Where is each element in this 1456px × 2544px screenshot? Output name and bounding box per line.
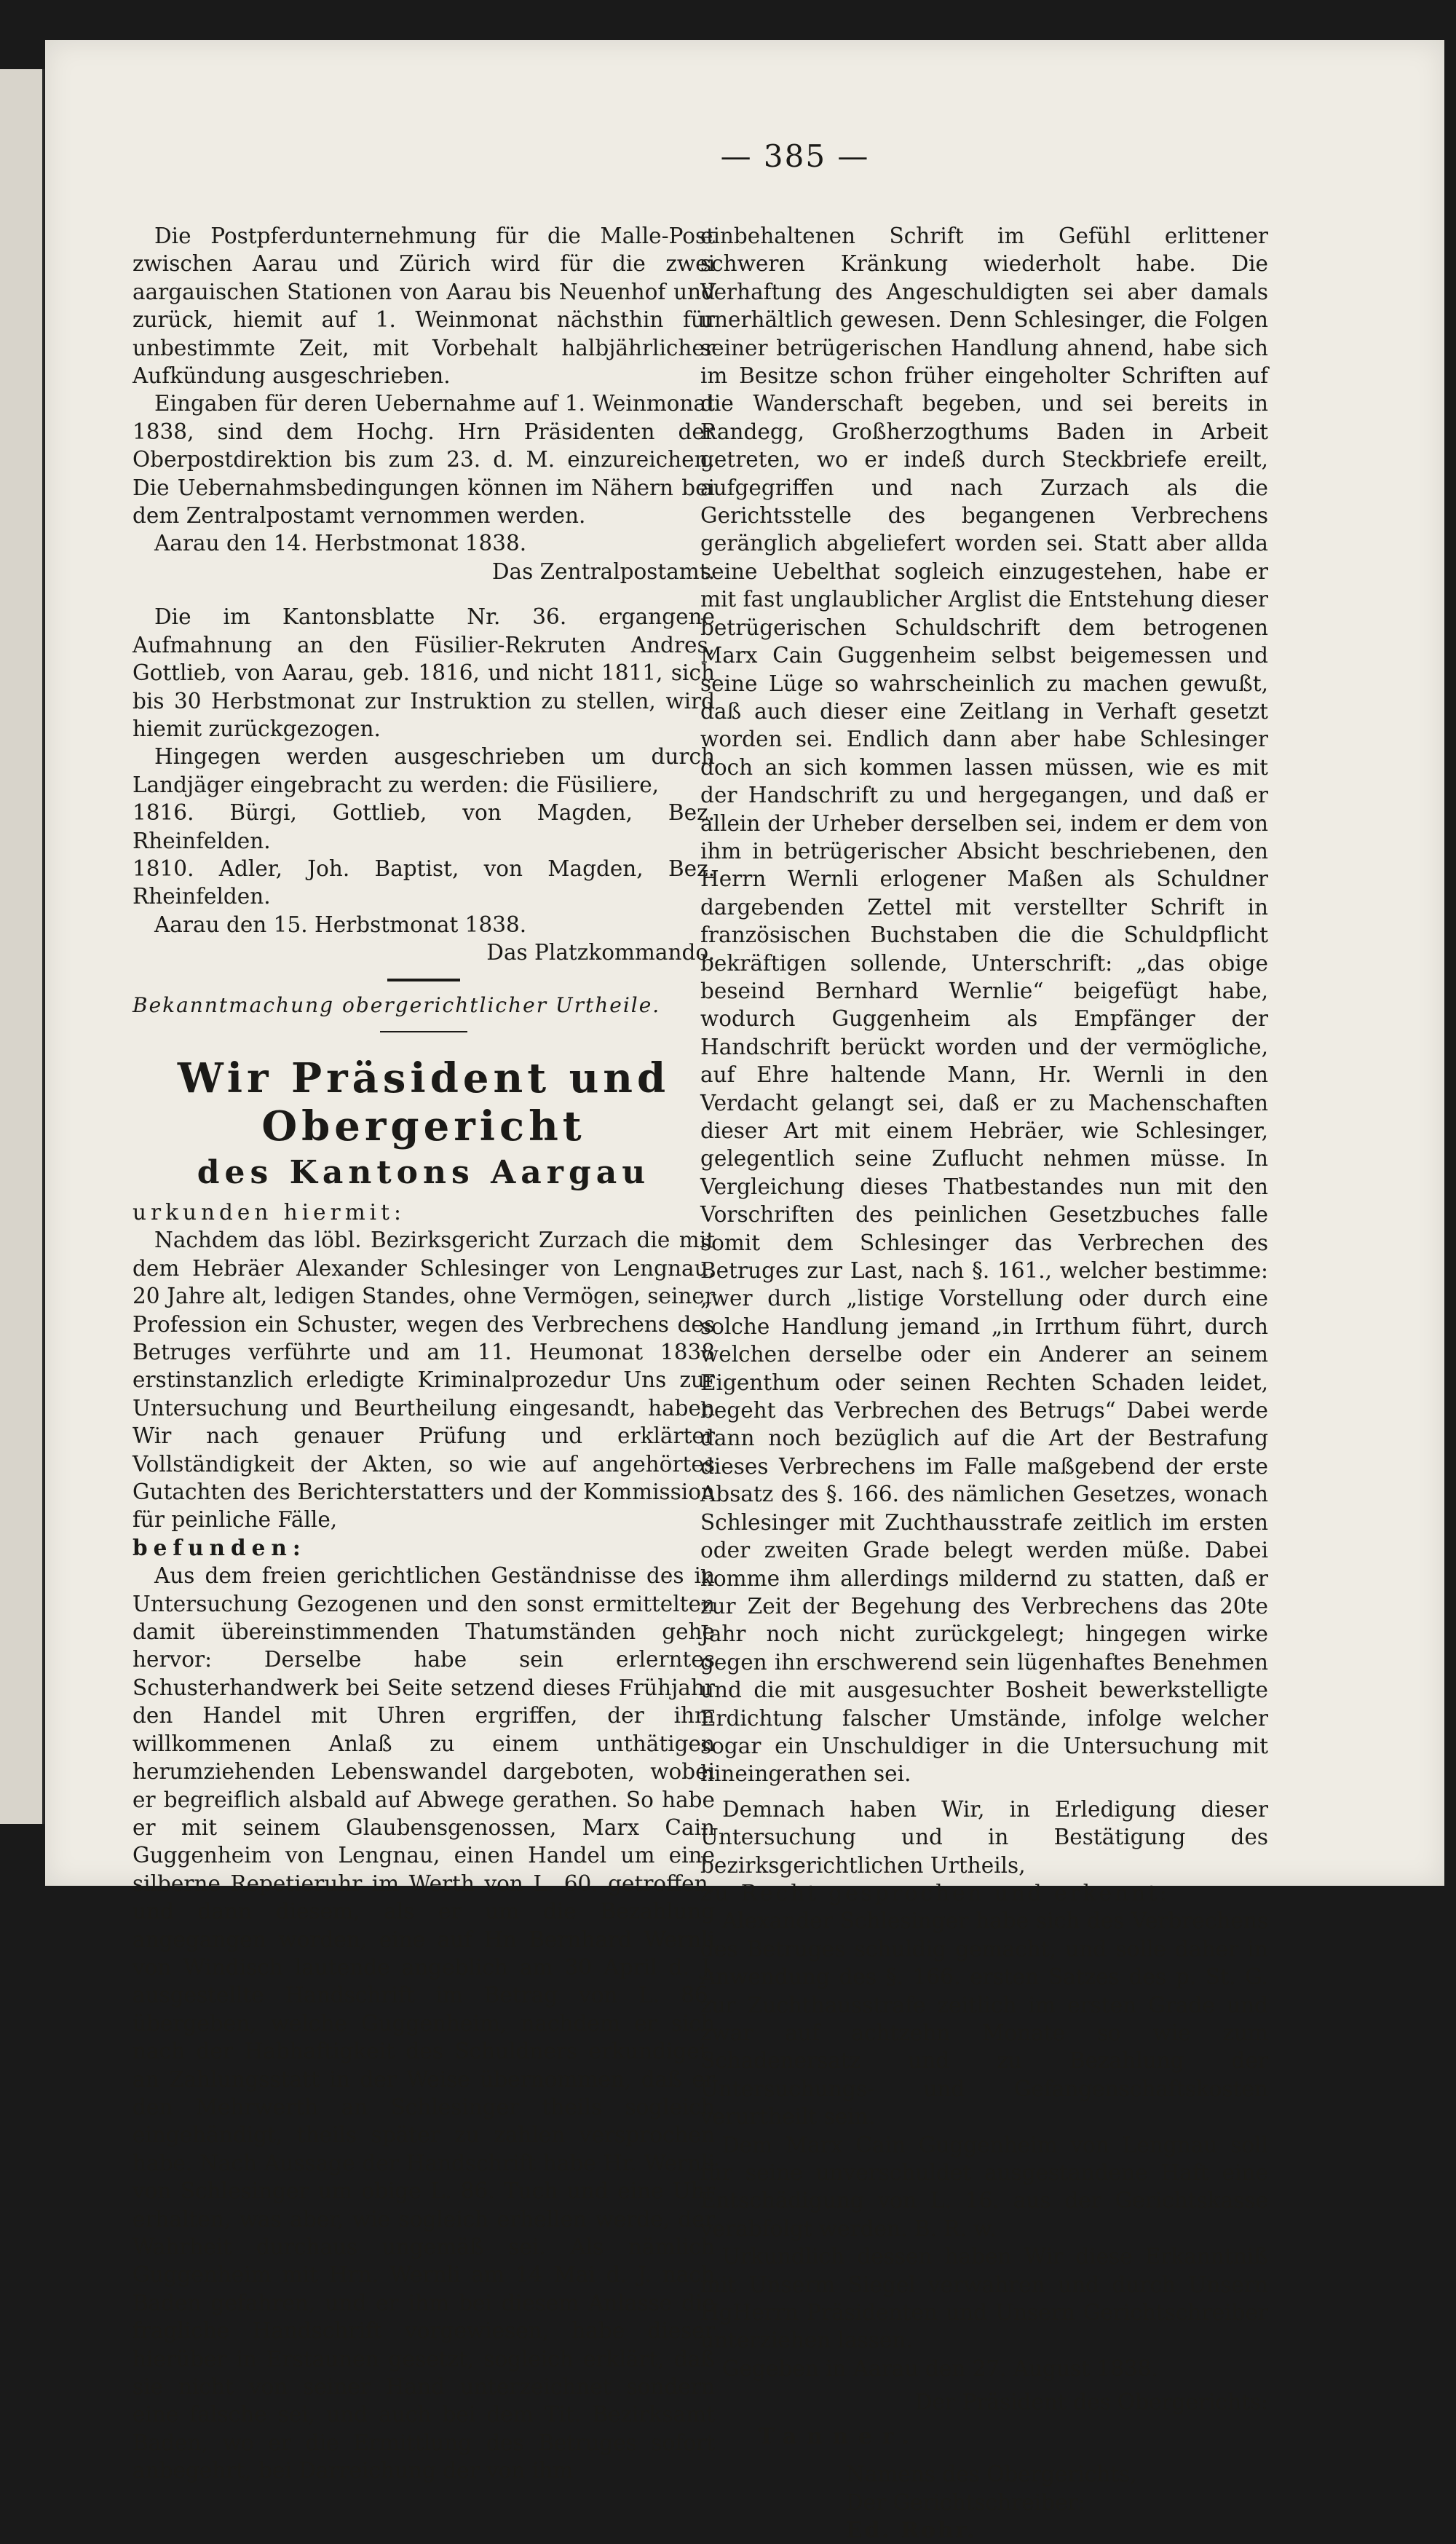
postal-notice-paragraph: Eingaben für deren Uebernahme auf 1. Weinmonat 1838, sind dem Hochg. Hrn Präsidenten der Oberpostdirektion bis zum 23. d. M. einzureichen. Die Uebernahmsbedingungen können im Nähern bei dem Zentralpostamt vernommen werden. <box>132 391 715 529</box>
signature-rohr: Ed. Rohr. <box>846 2516 977 2543</box>
postal-notice <box>132 222 715 585</box>
judgment-paragraph: Aus dem freien gerichtlichen Geständnisse des in Untersuchung Gezogenen und den sonst ermittelten damit übereinstimmenden Thatumständen gehe hervor: Derselbe habe sein erlerntes Schusterhandwerk bei Seite setzend dieses Frühjahr den Handel mit Uhren ergriffen, der ihm willkommenen Anlaß zu einem unthätigen herumziehenden Lebenswandel dargeboten, wobei er begreiflich alsbald auf Abwege gerathen. So habe er mit seinem Glaubensgenossen, Marx Cain Guggenheim von Lengnau, einen Handel um eine silberne Repetieruhr im Werth von L. 60. getroffen, und dann diesem, als er um die Bezahlung angegangen worden, eine auf Hn Bernhard Wernli von Windisch lautende angeblich am 30 April d. J. ausgestellte Handschrift im Betrag von L. 86. übergeben, welche Guggenheim, nachdem er sich nach der Habhaftigkeit des Schuldners erkundiget, an Zahlungsstatt in der Weise übernommen, daß er den Mehrwerth an Schlesinger theils sogleich eingehändigt, theils später zu zahlen versprochen habe. Nach Aussage der Handschrift habe Hr. Wernli von Schlesinger um obige L. 86. Tuch und eine Uhr erhalten, was aber, wie sogleich erhellen werde, der Wahrheit durchaus ungemäß sei. Als nämlich Guggenheim mit Hrn. Wernli am 14 Mai d. J. nach Baden gefahren, und er ihm bei diesem Anlasse die fragliche Handschrift vorgewiesen, habe dieser hierüber in Erstaunen gesetzt, sogleich erklärt, daß sie nicht von seiner Hand unterzeichnet sondern eine falsche sei, und auch bei dem Tit. Bezirksamt Baden, wo er die Ermittlung des Betruges sofort anbegehrt, bei Darreichung der von ihm <box>132 1563 715 2484</box>
recruit-notice <box>132 603 715 966</box>
recruit-notice-signature: Das Platzkommando. <box>486 940 715 965</box>
postal-notice-date: Aarau den 14. Herbstmonat 1838. <box>154 531 527 556</box>
recruit-notice-date: Aarau den 15. Herbstmonat 1838. <box>154 912 527 937</box>
left-column <box>132 222 715 2485</box>
judgment-subtitle: des Kantons Aargau <box>197 1153 651 1191</box>
postal-notice-signature: Das Zentralpostamt. <box>491 558 715 584</box>
verdict-heading: zu Recht gesprochen und erkennt: <box>700 1880 1170 1905</box>
judgment-paragraph: Demnach haben Wir, in Erledigung dieser Untersuchung und in Bestätigung des bezirksgerichtlichen Urtheils, <box>700 1796 1268 1878</box>
recruit-entry: 1816. Bürgi, Gottlieb, von Magden, Bez. Rheinfelden. <box>132 800 715 853</box>
recruit-entry: 1810. Adler, Joh. Baptist, von Magden, Bez. Rheinfelden. <box>132 856 715 909</box>
judgment-paragraph: Nachdem das löbl. Bezirksgericht Zurzach die mit dem Hebräer Alexander Schlesinger von Lengnau, 20 Jahre alt, ledigen Standes, ohne Vermögen, seiner Profession ein Schuster, wegen des Verbrechens des Betruges verführte und am 11. Heumonat 1838 erstinstanzlich erledigte Kriminalprozedur Uns zur Untersuchung und Beurtheilung eingesandt, haben Wir nach genauer Prüfung und erklärter Vollständigkeit der Akten, so wie auf angehörtes Gutachten des Berichterstatters und der Kommission für peinliche Fälle, <box>132 1228 715 1533</box>
urkunden-heading: urkunden hiermit: <box>132 1199 405 1225</box>
postal-notice-paragraph: Die Postpferdunternehmung für die Malle-Post zwischen Aarau und Zürich wird für die zwei aargauischen Stationen von Aarau bis Neuenhof und zurück, hiemit auf 1. Weinmonat nächsthin für unbestimmte Zeit, mit Vorbehalt halbjährlicher Aufkündung ausgeschrieben. <box>132 224 715 389</box>
recruit-notice-paragraph: Die im Kantonsblatte Nr. 36. ergangene Aufmahnung an den Füsilier-Rekruten Andres, Gottlieb, von Aarau, geb. 1816, und nicht 1811, sich bis 30 Herbstmonat zur Instruktion zu stellen, wird hiemit zurückgezogen. <box>132 604 715 741</box>
signature-clerk-label: Der Gerichtschreiber: <box>846 2489 1085 2515</box>
verdict-paragraph: Dem Marx Cain Guggenheim von Lengnau soll für seine unverschuldet ausgestandene Haft eine Entschädigung von L. 16. aus der Gerichtskasse verabfolgt werden. B. R. w. <box>700 2132 1268 2241</box>
right-column <box>700 222 1268 2544</box>
document-page <box>45 40 1444 2543</box>
section-divider <box>387 979 460 981</box>
signature-namens: Namens des Obergerichts, <box>846 2462 1137 2487</box>
befunden-heading: befunden: <box>132 1534 306 1560</box>
adjacent-page-edge <box>0 69 44 1824</box>
signature-tanner: Tanner. <box>759 2422 920 2449</box>
judgment-paragraph: einbehaltenen Schrift im Gefühl erlittener schweren Kränkung wiederholt habe. Die Verhaftung des Angeschuldigten sei aber damals unerhältlich gewesen. Denn Schlesinger, die Folgen seiner betrügerischen Handlung ahnend, habe sich im Besitze schon früher eingeholter Schriften auf die Wanderschaft begeben, und sei bereits in Randegg, Großherzogthums Baden in Arbeit getreten, wo er indeß durch Steckbriefe ereilt, aufgegriffen und nach Zurzach als die Gerichtsstelle des begangenen Verbrechens geränglich abgeliefert worden sei. Statt aber allda seine Uebelthat sogleich einzugestehen, habe er mit fast unglaublicher Arglist die Entstehung dieser betrügerischen Schuldschrift dem betrogenen Marx Cain Guggenheim selbst beigemessen und seine Lüge so wahrscheinlich zu machen gewußt, daß auch dieser eine Zeitlang in Verhaft gesetzt worden sei. Endlich dann aber habe Schlesinger doch an sich kommen lassen müssen, wie es mit der Handschrift zu und hergegangen, und daß er allein der Urheber derselben sei, indem er dem von ihm in betrügerischer Absicht beschriebenen, den Herrn Wernli erlogener Maßen als Schuldner dargebenden Zettel mit verstellter Schrift in französischen Buchstaben die die Schuldpflicht bekräftigen sollende, Unterschrift: „das obige beseind Bernhard Wernlie“ beigefügt habe, wodurch Guggenheim als Empfänger der Handschrift berückt worden und der vermögliche, auf Ehre haltende Mann, Hr. Wernli in den Verdacht gelangt sei, daß er zu Machenschaften dieser Art mit einem Hebräer, wie Schlesinger, gelegentlich seine Zuflucht nehmen müsse. In Vergleichung dieses Thatbestandes nun mit den Vorschriften des peinlichen Gesetzbuches falle somit dem Schlesinger das Verbrechen des Betruges zur Last, nach §. 161., welcher bestimme: „wer durch „listige Vorstellung oder durch eine solche Handlung jemand „in Irrthum führt, durch welchen derselbe oder ein Anderer an seinem Eigenthum oder seinen Rechten Schaden leidet, begeht das Verbrechen des Betrugs“ Dabei werde dann noch bezüglich auf die Art der Bestrafung dieses Verbrechens im Falle maßgebend der erste Absatz des §. 166. des nämlichen Gesetzes, wonach Schlesinger mit Zuchthausstrafe zeitlich im ersten oder zweiten Grade belegt werden müße. Dabei komme ihm allerdings mildernd zu statten, daß er zur Zeit der Begehung des Verbrechens das 20te Jahr noch nicht zurückgelegt; hingegen wirke gegen ihn erschwerend sein lügenhaftes Benehmen und die mit ausgesuchter Bosheit bewerkstelligte Erdichtung falscher Umstände, infolge welcher sogar ein Unschuldiger in die Untersuchung mit hineingerathen sei. <box>700 224 1268 1787</box>
section-divider <box>380 1031 467 1032</box>
verdict-paragraph: Urkundlich dessen haben Wir diese Erkanntniß mit Unserm Siegel verwahren und durch Unsern HgHerrn Präsidenten und Unsern Gerichtschreiber unterziehen lassen. <box>700 2244 1268 2353</box>
signature-president-label: Der Präsident des Obergerichts: <box>914 2390 1268 2415</box>
recruit-notice-paragraph: Hingegen werden ausgeschrieben um durch Landjäger eingebracht zu werden: die Füsiliere, <box>132 744 715 797</box>
verdict-date: Gegeben in Aarau den 27. August 1838. <box>722 2355 1158 2381</box>
page-number: — 385 — <box>720 138 870 174</box>
section-heading: Bekanntmachung obergerichtlicher Urtheile. <box>132 992 661 1017</box>
judgment-title: Wir Präsident und Obergericht <box>177 1054 670 1150</box>
verdict-paragraph: Alexander Schlesinger habe sich des Verbrechens des Betruges schuldig gemacht, und solle daher in Anwendung des §. 166. ersten Satzes des p. St. G. zur Zuchthausstrafe zeitlich im ersten Grade und zwar auf achtzehn Monate so wie zum Schadenersatz und zu Bezahlung der Untersuchungs- und Gefangenschaftskosten verurtheilt sein. <box>700 1908 1268 2130</box>
